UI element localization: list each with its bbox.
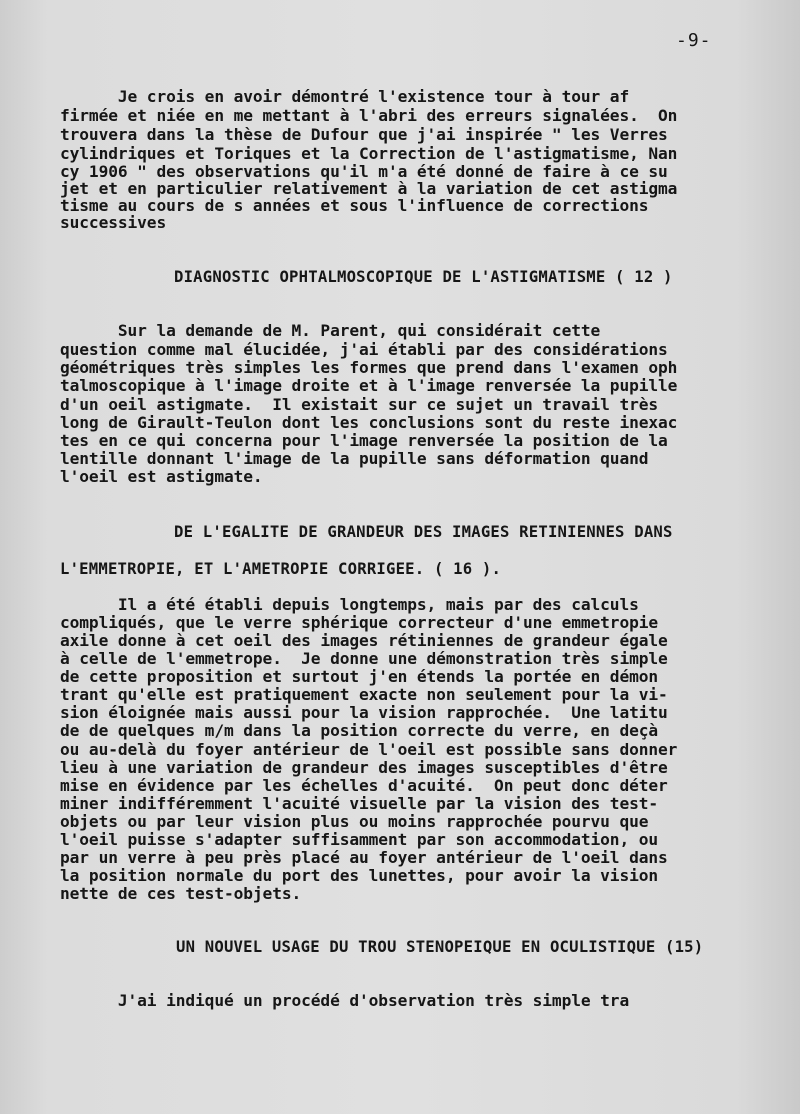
paragraph-1-line-7: tisme au cours de s années et sous l'influence de corrections: [60, 196, 649, 215]
paragraph-1-line-1: Je crois en avoir démontré l'existence tour à tour af: [60, 87, 630, 106]
paragraph-3-line-11: mise en évidence par les échelles d'acuité. On peut donc déter: [60, 776, 668, 795]
paragraph-3-line-6: trant qu'elle est pratiquement exacte non seulement pour la vi-: [60, 685, 668, 704]
paragraph-3-line-12: miner indifféremment l'acuité visuelle par la vision des test-: [60, 794, 659, 813]
paragraph-2-line-6: long de Girault-Teulon dont les conclusions sont du reste inexac: [60, 413, 678, 432]
paragraph-3-line-3: axile donne à cet oeil des images rétiniennes de grandeur égale: [60, 631, 668, 650]
section-heading-retinal-images-line-2: L'EMMETROPIE, ET L'AMETROPIE CORRIGEE. ( 16 ).: [60, 560, 502, 578]
section-heading-astigmatism: DIAGNOSTIC OPHTALMOSCOPIQUE DE L'ASTIGMATISME ( 12 ): [174, 268, 673, 286]
paragraph-3-line-14: l'oeil puisse s'adapter suffisamment par son accommodation, ou: [60, 830, 659, 849]
paragraph-3-line-16: la position normale du port des lunettes, pour avoir la vision: [60, 866, 659, 885]
paragraph-1-line-5: cy 1906 " des observations qu'il m'a été donné de faire à ce su: [60, 162, 668, 181]
paragraph-2-line-7: tes en ce qui concerna pour l'image renversée la position de la: [60, 431, 668, 450]
paragraph-2-line-2: question comme mal élucidée, j'ai établi par des considérations: [60, 340, 668, 359]
paragraph-2-line-4: talmoscopique à l'image droite et à l'image renversée la pupille: [60, 376, 678, 395]
paragraph-3-line-17: nette de ces test-objets.: [60, 884, 302, 903]
paragraph-4-line-1: J'ai indiqué un procédé d'observation très simple tra: [60, 991, 630, 1010]
paragraph-3-line-1: Il a été établi depuis longtemps, mais par des calculs: [60, 595, 639, 614]
paragraph-3-line-5: de cette proposition et surtout j'en étends la portée en démon: [60, 667, 659, 686]
paragraph-3-line-15: par un verre à peu près placé au foyer antérieur de l'oeil dans: [60, 848, 668, 867]
paragraph-1-line-4: cylindriques et Toriques et la Correction de l'astigmatisme, Nan: [60, 144, 678, 163]
paragraph-2-line-3: géométriques très simples les formes que prend dans l'examen oph: [60, 358, 678, 377]
paragraph-3-line-13: objets ou par leur vision plus ou moins rapprochée pourvu que: [60, 812, 649, 831]
paragraph-3-line-10: lieu à une variation de grandeur des images susceptibles d'être: [60, 758, 668, 777]
paragraph-1-line-3: trouvera dans la thèse de Dufour que j'ai inspirée " les Verres: [60, 125, 668, 144]
paragraph-1-line-6: jet et en particulier relativement à la variation de cet astigma: [60, 179, 678, 198]
paragraph-3-line-7: sion éloignée mais aussi pour la vision rapprochée. Une latitu: [60, 703, 668, 722]
paragraph-1-line-2: firmée et niée en me mettant à l'abri des erreurs signalées. On: [60, 106, 678, 125]
paragraph-2-line-1: Sur la demande de M. Parent, qui considérait cette: [60, 321, 601, 340]
paragraph-3-line-4: à celle de l'emmetrope. Je donne une démonstration très simple: [60, 649, 668, 668]
paragraph-3-line-9: ou au-delà du foyer antérieur de l'oeil est possible sans donner: [60, 740, 678, 759]
paragraph-1-line-8: successives: [60, 213, 167, 232]
paragraph-2-line-9: l'oeil est astigmate.: [60, 467, 263, 486]
paragraph-2-line-8: lentille donnant l'image de la pupille sans déformation quand: [60, 449, 649, 468]
paragraph-3-line-8: de de quelques m/m dans la position correcte du verre, en deçà: [60, 721, 659, 740]
paragraph-2-line-5: d'un oeil astigmate. Il existait sur ce sujet un travail très: [60, 395, 659, 414]
page-number: -9-: [676, 30, 712, 51]
paragraph-3-line-2: compliqués, que le verre sphérique correcteur d'une emmetropie: [60, 613, 659, 632]
section-heading-retinal-images-line-1: DE L'EGALITE DE GRANDEUR DES IMAGES RETINIENNES DANS: [174, 523, 673, 541]
section-heading-stenopeic-hole: UN NOUVEL USAGE DU TROU STENOPEIQUE EN OCULISTIQUE (15): [176, 938, 704, 956]
